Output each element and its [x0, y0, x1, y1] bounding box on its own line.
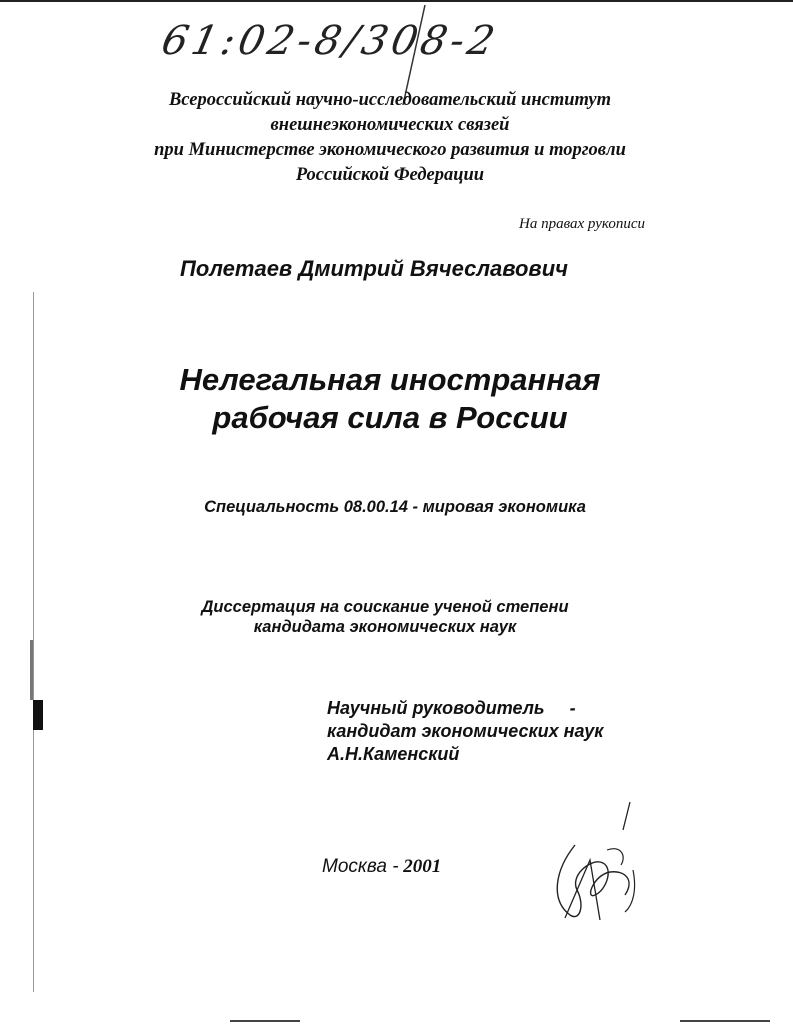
dissertation-title: [80, 361, 700, 437]
advisor-block: [327, 697, 687, 766]
handwritten-signature: [545, 800, 645, 930]
catalog-number: 61:02-8/308-2: [157, 18, 503, 64]
author-name: Полетаев Дмитрий Вячеславович: [180, 256, 568, 281]
place-year: [322, 856, 522, 878]
institute-block: [80, 88, 700, 188]
title-line-2: рабочая сила в России: [212, 400, 568, 435]
institute-line-4: Российской Федерации: [295, 165, 485, 185]
scan-left-tick: [30, 640, 33, 700]
title-line-1: Нелегальная иностранная: [179, 362, 601, 397]
degree-line-1: Диссертация на соискание ученой степени: [201, 598, 569, 616]
manuscript-note: На правах рукописи: [519, 216, 645, 232]
dissertation-degree: [100, 597, 670, 637]
scan-left-rule: [33, 292, 34, 992]
scan-left-mark: [33, 700, 43, 730]
institute-line-1: Всероссийский научно-исследовательский институт: [168, 90, 612, 110]
advisor-role: Научный руководитель -: [327, 698, 576, 718]
institute-line-2: внешнеэкономических связей: [270, 115, 510, 135]
institute-line-3: при Министерстве экономического развития и торговли: [154, 140, 626, 160]
year: 2001: [403, 856, 442, 877]
scan-edge-bottom: [0, 1017, 793, 1025]
degree-line-2: кандидата экономических наук: [253, 618, 517, 636]
advisor-name: А.Н.Каменский: [327, 744, 460, 764]
specialty-line: Специальность 08.00.14 - мировая экономика: [204, 498, 586, 516]
advisor-degree: кандидат экономических наук: [327, 721, 604, 741]
city-name: Москва -: [322, 856, 399, 877]
